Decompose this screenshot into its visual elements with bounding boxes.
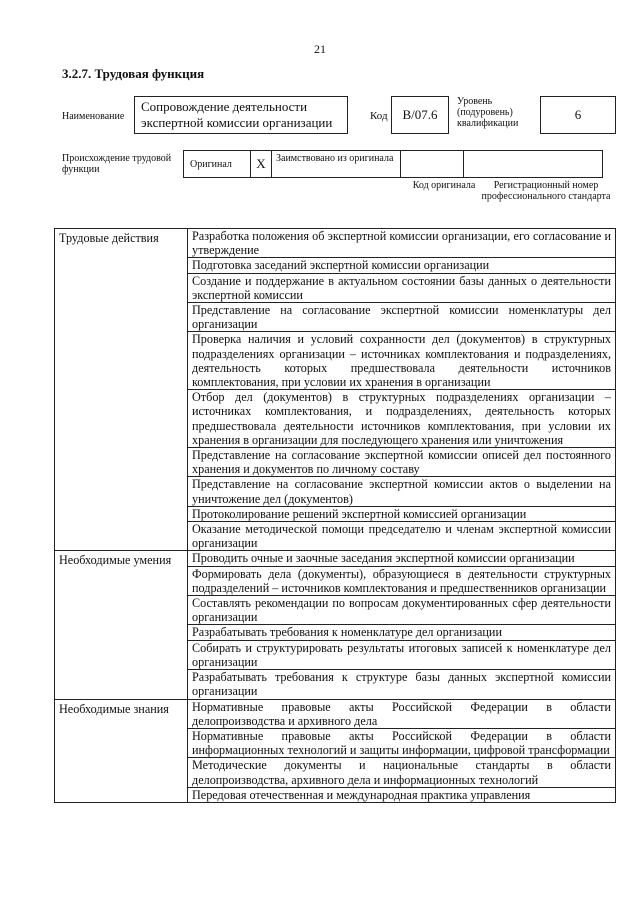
table-cell: Протоколирование решений экспертной комиссией организации (188, 506, 616, 521)
name-label: Наименование (62, 111, 125, 122)
code-label: Код (370, 110, 388, 122)
table-row (55, 699, 616, 728)
table-cell: Методические документы и национальные стандарты в области делопроизводства, архивного дела и информационных технологий (188, 758, 616, 787)
origin-code-cell (400, 150, 464, 178)
function-code-box: B/07.6 (391, 96, 449, 134)
table-row (55, 229, 616, 258)
table-cell: Проверка наличия и условий сохранности дел (документов) в структурных подразделениях организации – источниках комплектования и подразделениях, деятельность которых предшествовала деятельности источников комплектования, при условии их хранения в организации (188, 332, 616, 390)
table-cell: Разрабатывать требования к номенклатуре дел организации (188, 625, 616, 640)
table-cell: Формировать дела (документы), образующиеся в деятельности структурных подразделений – источников комплектования и предшественников организации (188, 566, 616, 595)
reg-number-caption: Регистрационный номер профессионального стандарта (481, 180, 611, 202)
origin-label: Происхождение трудовой функции (62, 153, 172, 175)
table-cell: Представление на согласование экспертной комиссии актов о выделении на уничтожение дел (документов) (188, 477, 616, 506)
origin-original-cell: Оригинал (183, 150, 251, 178)
origin-reg-cell (463, 150, 603, 178)
table-cell: Представление на согласование экспертной комиссии номенклатуры дел организации (188, 303, 616, 332)
section-title: 3.2.7. Трудовая функция (62, 66, 205, 81)
level-label: Уровень (подуровень) квалификации (457, 96, 519, 129)
table-cell: Проводить очные и заочные заседания экспертной комиссии организации (188, 551, 616, 566)
qualification-level-box: 6 (540, 96, 616, 134)
table-cell: Разработка положения об экспертной комиссии организации, его согласование и утверждение (188, 229, 616, 258)
table-cell: Собирать и структурировать результаты итоговых записей к номенклатуре дел организации (188, 640, 616, 669)
table-cell: Создание и поддержание в актуальном состоянии базы данных о деятельности экспертной комиссии (188, 273, 616, 302)
table-cell: Представление на согласование экспертной комиссии описей дел постоянного хранения и документов по личному составу (188, 448, 616, 477)
table-cell: Подготовка заседаний экспертной комиссии организации (188, 258, 616, 273)
table-cell: Нормативные правовые акты Российской Федерации в области делопроизводства и архивного дела (188, 699, 616, 728)
category-cell: Трудовые действия (55, 229, 188, 551)
table-cell: Нормативные правовые акты Российской Федерации в области информационных технологий и защиты информации, цифровой трансформации (188, 728, 616, 757)
labor-function-table (54, 228, 616, 803)
page-number: 21 (314, 42, 326, 56)
function-name-box: Сопровождение деятельности экспертной комиссии организации (134, 96, 348, 134)
table-cell: Оказание методической помощи председателю и членам экспертной комиссии организации (188, 522, 616, 551)
origin-mark-cell: X (250, 150, 272, 178)
origin-borrowed-cell: Заимствовано из оригинала (271, 150, 401, 178)
table-row (55, 551, 616, 566)
table-cell: Передовая отечественная и международная практика управления (188, 787, 616, 802)
category-cell: Необходимые умения (55, 551, 188, 699)
table-cell: Составлять рекомендации по вопросам документированных сфер деятельности организации (188, 596, 616, 625)
code-original-caption: Код оригинала (412, 180, 476, 191)
table-cell: Разрабатывать требования к структуре базы данных экспертной комиссии организации (188, 670, 616, 699)
category-cell: Необходимые знания (55, 699, 188, 802)
origin-row (184, 150, 603, 178)
table-cell: Отбор дел (документов) в структурных подразделениях организации – источниках комплектования, и подразделениях, деятельность которых предшествовала деятельности источников комплектования, при условии их хранения в организации для последующего хранения или уничтожения (188, 390, 616, 448)
